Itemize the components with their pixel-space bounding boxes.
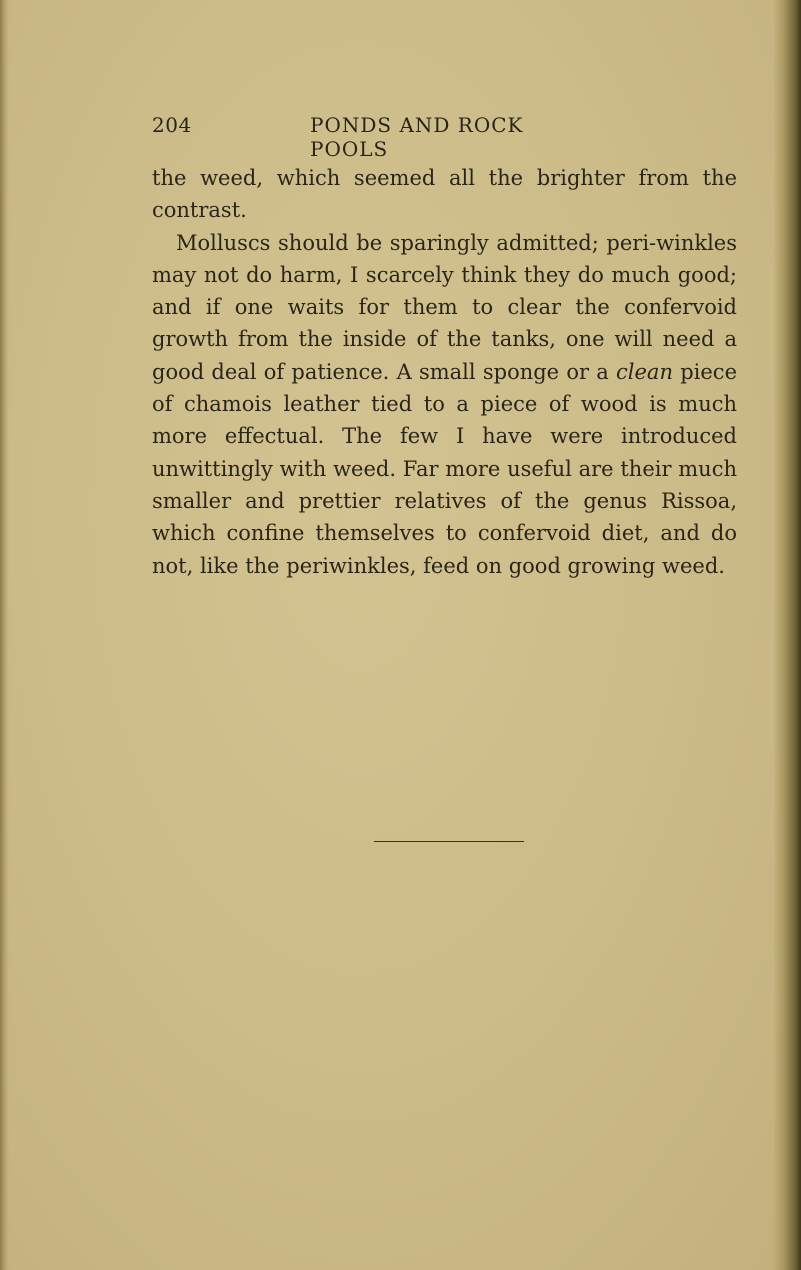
page-number: 204: [152, 113, 192, 137]
paragraph-molluscs: [152, 227, 737, 582]
paragraph-text-part-2: piece of chamois leather tied to a piece of wood is much more effectual. The few I have were introduced unwittingly with weed. Far more useful are their much smaller and prettier relatives of the genus Rissoa, which confine themselves to confervoid diet, and do not, like the periwinkles, feed on good growing weed.: [152, 359, 737, 578]
page-left-edge: [0, 0, 9, 1270]
running-head: [152, 113, 599, 161]
page-right-edge: [773, 0, 801, 1270]
section-end-rule: [374, 841, 524, 842]
italic-emphasis: clean: [616, 359, 673, 384]
body-text: [152, 162, 737, 582]
paragraph-continuation: the weed, which seemed all the brighter from the contrast.: [152, 166, 737, 223]
paragraph-text-part-1: Molluscs should be sparingly admitted; peri-winkles may not do harm, I scarcely think they do much good; and if one waits for them to clear the confervoid growth from the inside of the tanks, one will need a good deal of patience. A small sponge or a: [152, 230, 737, 384]
running-title: PONDS AND ROCK POOLS: [310, 113, 524, 161]
